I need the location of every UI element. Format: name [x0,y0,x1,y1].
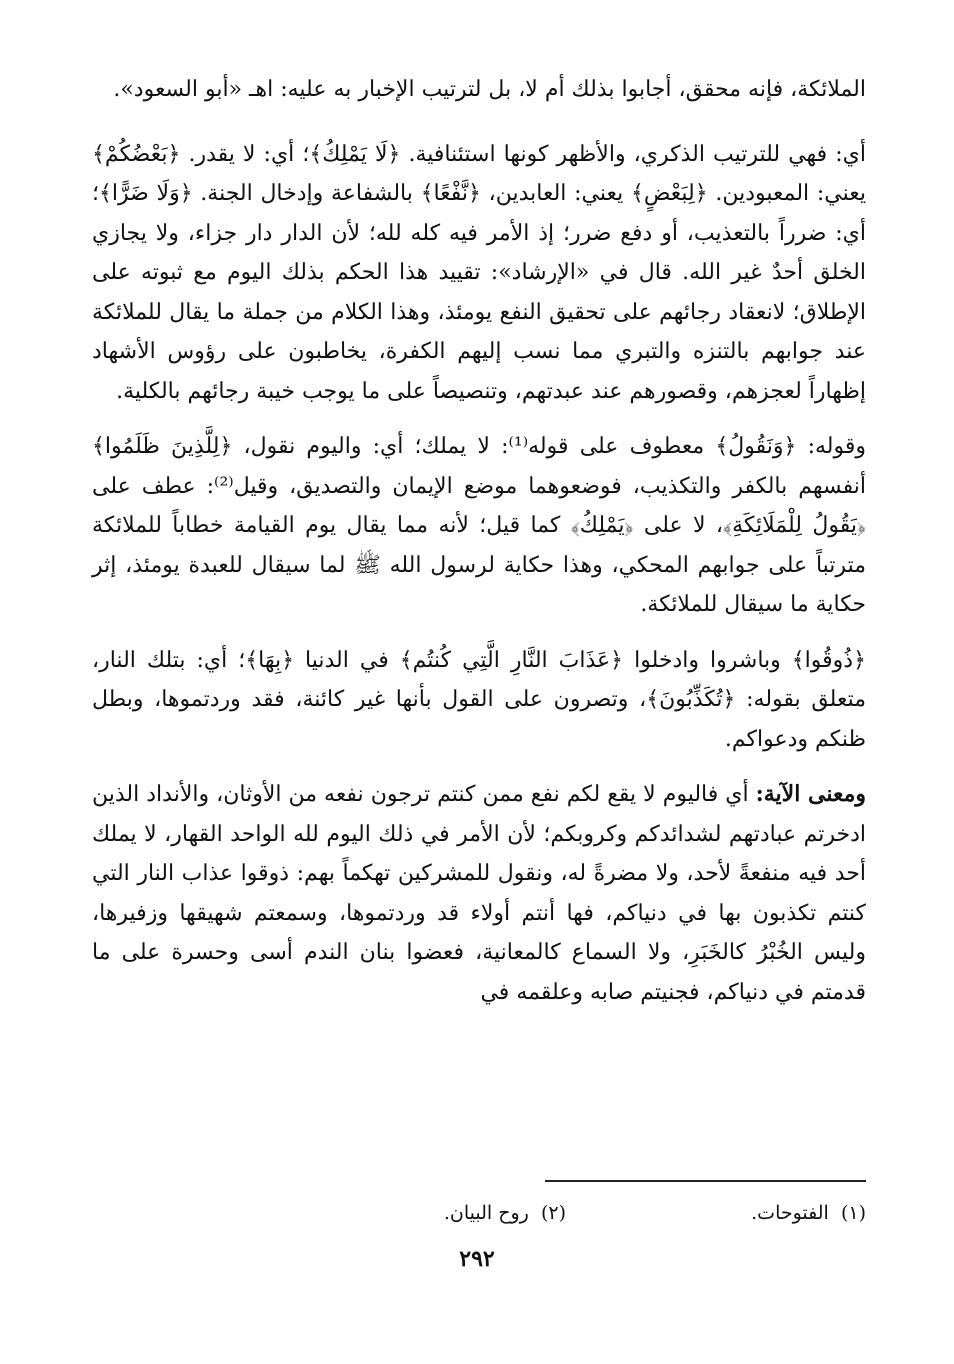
paragraph-continuation [92,70,866,110]
paragraph-text: الملائكة، فإنه محقق، أجابوا بذلك أم لا، بل لترتيب الإخبار به عليه: اهـ «أبو السعود». [113,77,866,102]
footnote-text: روح البيان. [443,1202,529,1224]
footnote-text: الفتوحات. [751,1202,829,1224]
paragraph-text: ﴿ذُوقُوا﴾ وباشروا وادخلوا ﴿عَذَابَ النَّارِ الَّتِي كُنتُم﴾ في الدنيا ﴿بِهَا﴾؛ أي: بتلك النار، متعلق بقوله: ﴿تُكَذِّبُونَ﴾، وتصرون على القول بأنها غير كائنة، فقد وردتموها، وبطل ظنكم ودعواكم. [92,647,866,752]
paragraph-commentary [92,135,866,412]
footnote-mark: (١) [840,1202,866,1224]
paragraph-meaning [92,775,866,1012]
paragraph-text: وقوله: ﴿وَنَقُولُ﴾ معطوف على قوله⁽¹⁾: لا يملك؛ أي: واليوم نقول، ﴿لِلَّذِينَ ظَلَمُوا﴾ أنفسهم بالكفر والتكذيب، فوضعوهما موضع الإيمان والتصديق، وقيل⁽²⁾: عطف على ﴿يَقُولُ لِلْمَلَائِكَةِ﴾، لا على ﴿يَمْلِكُ﴾ كما قيل؛ لأنه مما يقال يوم القيامة خطاباً للملائكة مترتباً على جوابهم المحكي، وهذا حكاية لرسول الله ﷺ لما سيقال للعبدة يومئذ، إثر حكاية ما سيقال للملائكة. [92,434,867,617]
paragraph-text: أي: فهي للترتيب الذكري، والأظهر كونها استئنافية. ﴿لَا يَمْلِكُ﴾؛ أي: لا يقدر. ﴿بَعْضُكُمْ﴾ يعني: المعبودين. ﴿لِبَعْضٍ﴾ يعني: العابدين، ﴿نَّفْعًا﴾ بالشفاعة وإدخال الجنة. ﴿وَلَا ضَرًّا﴾؛ أي: ضرراً بالتعذيب، أو دفع ضرر؛ إذ الأمر فيه كله لله؛ لأن الدار دار جزاء، ولا يجازي الخلق أحدٌ غير الله. قال في «الإرشاد»: تقييد هذا الحكم بذلك اليوم مع ثبوته على الإطلاق؛ لانعقاد رجائهم على تحقيق النفع يومئذ، وهذا الكلام من جملة ما يقال للملائكة عند جوابهم بالتنزه والتبري مما نسب إليهم الكفرة، يخاطبون على رؤوس الأشهاد إظهاراً لعجزهم، وقصورهم عند عبدتهم، وتنصيصاً على ما يوجب خيبة رجائهم بالكلية. [92,141,866,404]
footnote-divider [545,1180,866,1182]
paragraph-grammar [92,427,866,625]
paragraph-verse-explanation [92,641,866,760]
footnote-2 [444,1196,566,1230]
page-number: ٢٩٢ [459,1246,495,1272]
body-text [92,70,866,1012]
paragraph-text: أي فاليوم لا يقع لكم نفع ممن كنتم ترجون نفعه من الأوثان، والأنداد الذين ادخرتم عبادتهم لشدائدكم وكروبكم؛ لأن الأمر في ذلك اليوم لله الواحد القهار، لا يملك أحد فيه منفعةً لأحد، ولا مضرةً له، ونقول للمشركين تهكماً بهم: ذوقوا عذاب النار التي كنتم تكذبون بها في دنياكم، فها أنتم أولاء قد وردتموها، وسمعتم شهيقها وزفيرها، وليس الخُبْرُ كالخَبَرِ، ولا السماع كالمعانية، فعضوا بنان الندم أسى وحسرة على ما قدمتم في دنياكم، فجنيتم صابه وعلقمه في [92,782,866,1005]
footnotes [300,1196,866,1230]
footnote-1 [751,1196,866,1230]
paragraph-lead: ومعنى الآية: [755,781,866,807]
footnote-mark: (٢) [540,1202,566,1224]
